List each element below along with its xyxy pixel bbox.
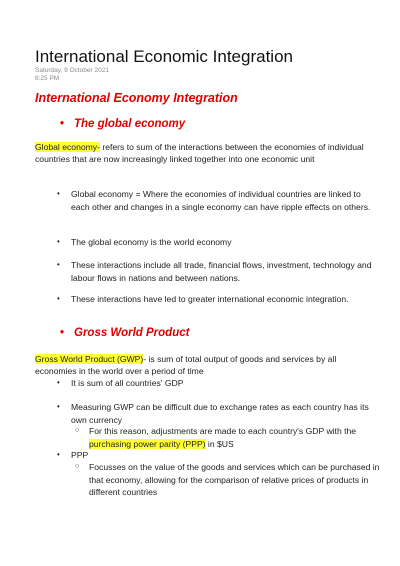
bullet-marker: • [57,260,60,269]
bullet-marker: • [57,450,60,459]
definition-gwp [35,353,375,377]
list-item-text: Measuring GWP can be difficult due to exchange rates as each country has its own currency [71,402,369,425]
sub-text-pre: For this reason, adjustments are made to each country's GDP with the [89,426,357,436]
bullet-marker: • [57,189,60,198]
main-heading: International Economy Integration [35,91,238,105]
section-heading-global-economy [60,118,185,130]
sub-list-item [75,425,380,450]
highlighted-term: Gross World Product (GWP) [35,354,144,364]
list-item-text: These interactions include all trade, financial flows, investment, technology and labour flows in nations and between nations. [71,260,372,283]
page-title: International Economic Integration [35,47,293,66]
sub-list-item-text [75,425,380,450]
definition-global-economy [35,141,375,165]
sub-list-item-text: Focusses on the value of the goods and services which can be purchased in that economy, allowing for the comparison of relative prices of products in different countries [89,462,380,497]
sub-list-item [75,461,380,499]
list-item [57,259,377,284]
section-heading-text: The global economy [74,118,186,130]
definition-text: - is sum of total output of goods and services by all economies in the world over a period of time [35,354,337,376]
definition-text: refers to sum of the interactions between the economies of individual countries that are now increasingly linked together into one economic unit [35,142,364,164]
list-item [57,236,377,249]
list-item-text: The global economy is the world economy [71,237,232,247]
list-item [57,401,377,426]
sub-bullet-marker: ○ [75,463,80,470]
bullet-marker: • [57,378,60,387]
bullet-marker: • [57,402,60,411]
list-item [57,188,377,213]
list-item-text: Global economy = Where the economies of individual countries are linked to each other and changes in a single economy can have ripple effects on others. [71,189,371,212]
list-item-text: These interactions have led to greater international economic integration. [71,294,349,304]
page-date: Saturday, 9 October 2021 [35,67,109,74]
heading-bullet: • [60,118,65,130]
bullet-marker: • [57,294,60,303]
list-item-text: PPP [71,450,89,460]
list-item [57,449,377,462]
section-heading-text: Gross World Product [74,327,190,339]
highlighted-term: Global economy- [35,142,100,152]
section-heading-gross-world-product [60,327,189,339]
highlighted-term: purchasing power parity (PPP) [89,438,206,449]
list-item [57,377,377,390]
sub-text-post: in $US [205,438,234,449]
list-item [57,293,377,306]
bullet-marker: • [57,237,60,246]
heading-bullet: • [60,327,65,339]
list-item-text: It is sum of all countries' GDP [71,378,184,388]
sub-bullet-marker: ○ [75,427,80,434]
page-time: 6:25 PM [35,75,60,82]
